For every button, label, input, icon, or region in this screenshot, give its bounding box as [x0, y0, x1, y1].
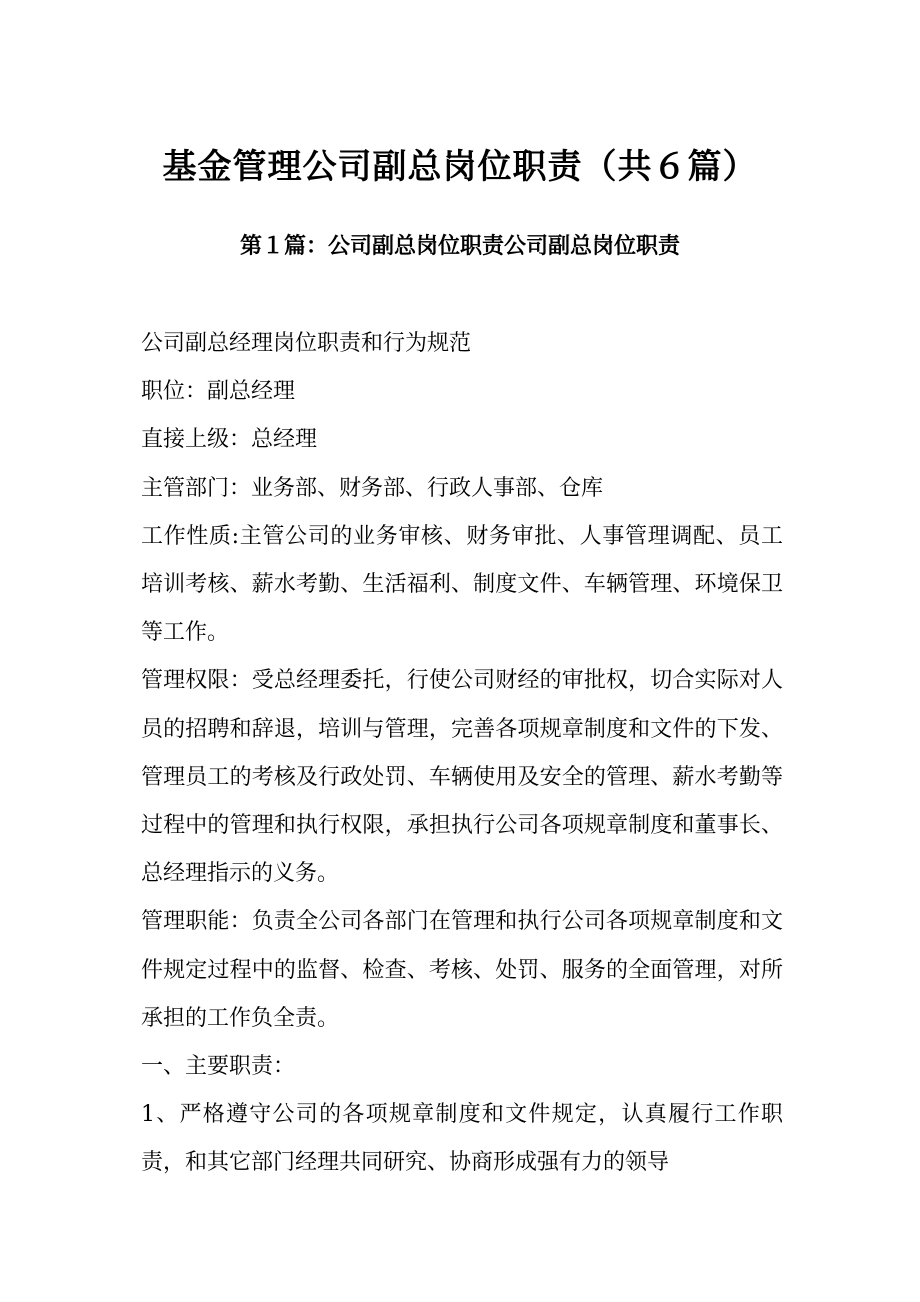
paragraph-supervisor: 直接上级：总经理: [141, 427, 318, 453]
paragraph-departments: 主管部门：业务部、财务部、行政人事部、仓库: [141, 475, 604, 501]
document-title: 基金管理公司副总岗位职责（共６篇）: [162, 147, 758, 187]
document-subtitle: 第１篇：公司副总岗位职责公司副总岗位职责: [239, 233, 680, 259]
paragraph-position: 职位：副总经理: [141, 379, 296, 405]
paragraph-work-nature: 工作性质:主管公司的业务审核、财务审批、人事管理调配、员工培训考核、薪水考勤、生活福利、制度文件、车辆管理、环境保卫等工作。: [141, 523, 783, 646]
paragraph-authority: 管理权限：受总经理委托，行使公司财经的审批权，切合实际对人员的招聘和辞退，培训与管理，完善各项规章制度和文件的下发、管理员工的考核及行政处罚、车辆使用及安全的管理、薪水考勤等过程中的管理和执行权限，承担执行公司各项规章制度和董事长、总经理指示的义务。: [141, 668, 783, 887]
paragraph-functions: 管理职能：负责全公司各部门在管理和执行公司各项规章制度和文件规定过程中的监督、检查、考核、处罚、服务的全面管理，对所承担的工作负全责。: [141, 909, 783, 1031]
paragraph-section-heading: 一、主要职责：: [141, 1054, 296, 1080]
paragraph-heading: 公司副总经理岗位职责和行为规范: [141, 331, 472, 356]
paragraph-duty-1: 1、严格遵守公司的各项规章制度和文件规定，认真履行工作职责，和其它部门经理共同研究、协商形成强有力的领导: [141, 1102, 783, 1176]
document-body: [141, 320, 783, 1188]
